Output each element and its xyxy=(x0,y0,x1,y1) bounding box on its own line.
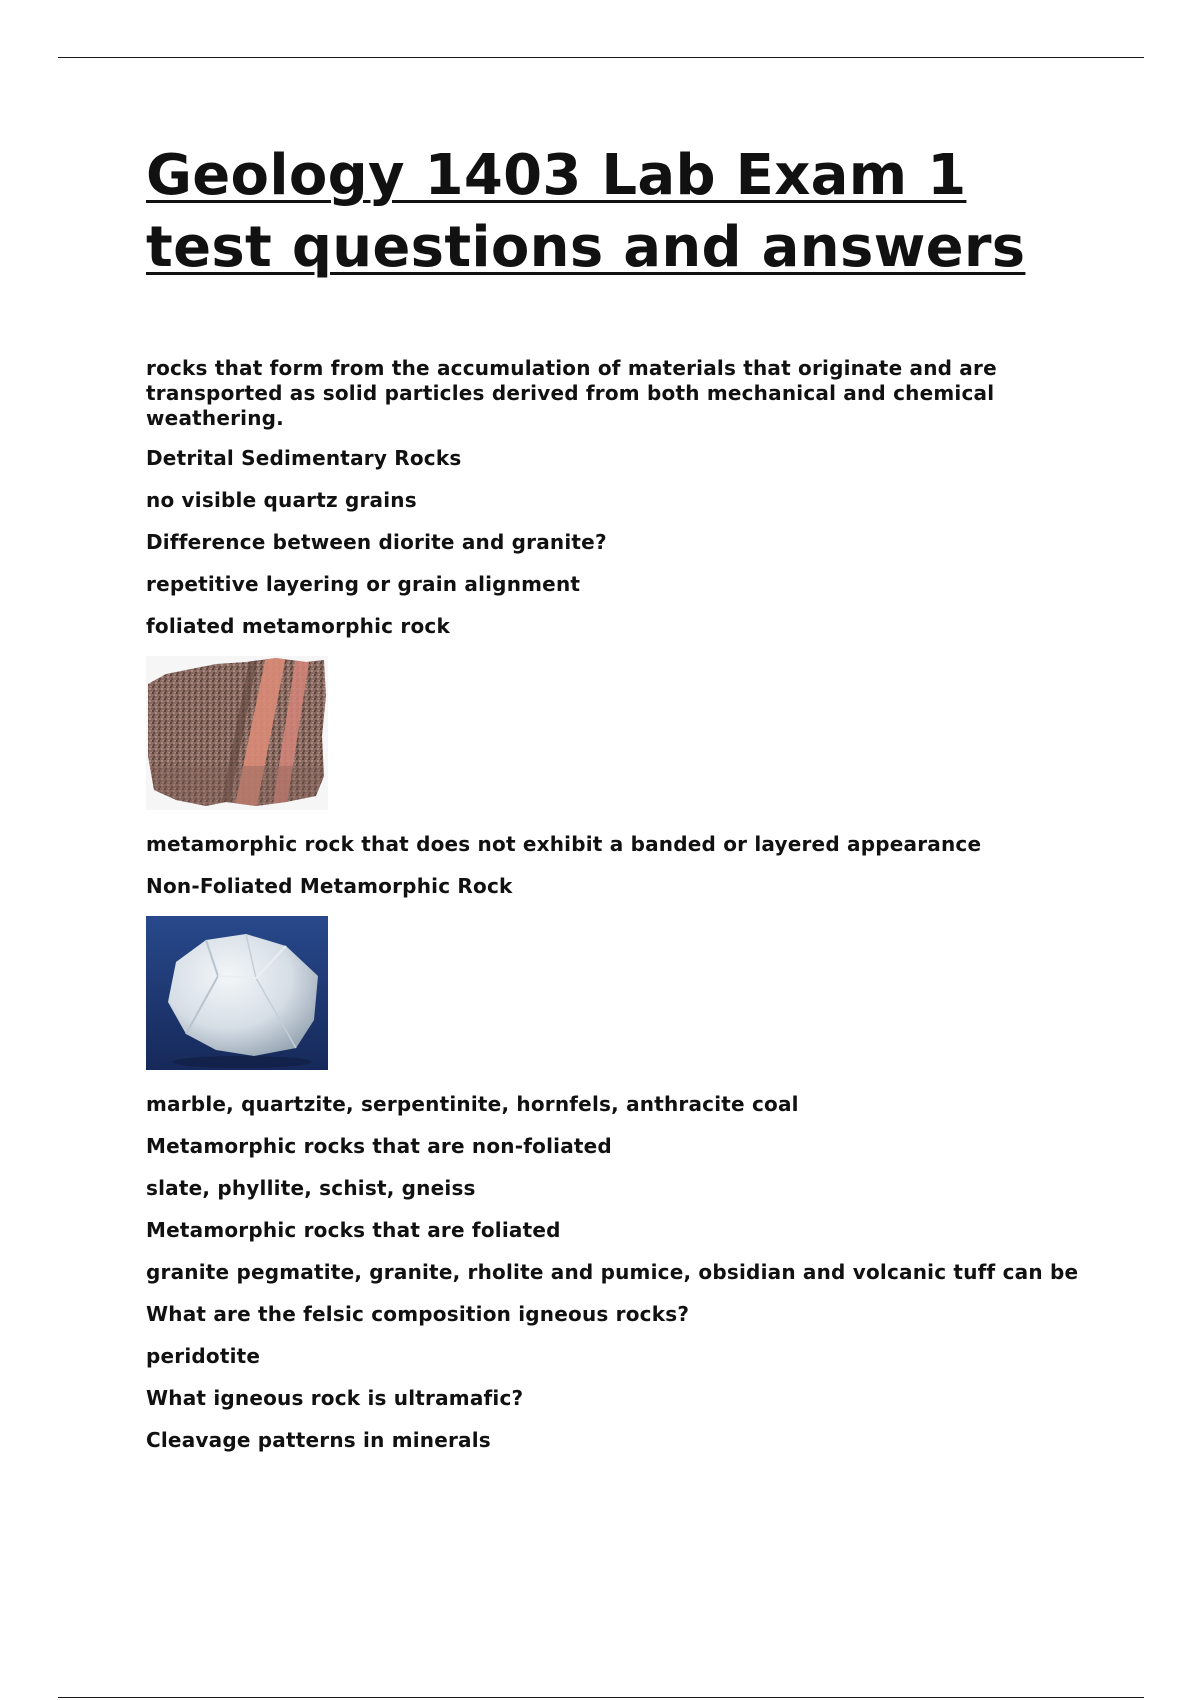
page-title xyxy=(146,140,1106,284)
qa-entry: rocks that form from the accumulation of materials that originate and are transported as solid particles derived from both mechanical and chemical weathering. xyxy=(146,356,997,430)
title-line-2: test questions and answers xyxy=(146,215,1026,280)
banded-gneiss-rock-photo xyxy=(146,656,328,810)
qa-entry: granite pegmatite, granite, rholite and pumice, obsidian and volcanic tuff can be xyxy=(146,1260,1079,1284)
non-foliated-rock-image xyxy=(146,916,328,1070)
footer-rule xyxy=(58,1697,1144,1698)
qa-entry: Detrital Sedimentary Rocks xyxy=(146,446,462,470)
title-line-1: Geology 1403 Lab Exam 1 xyxy=(146,143,967,208)
qa-entry: What are the felsic composition igneous rocks? xyxy=(146,1302,690,1326)
header-rule xyxy=(58,57,1144,58)
qa-entry: peridotite xyxy=(146,1344,261,1368)
qa-entry: marble, quartzite, serpentinite, hornfels, anthracite coal xyxy=(146,1092,799,1116)
qa-list xyxy=(146,356,1106,1453)
qa-entry: no visible quartz grains xyxy=(146,488,417,512)
qa-entry: Cleavage patterns in minerals xyxy=(146,1428,491,1452)
qa-entry: repetitive layering or grain alignment xyxy=(146,572,581,596)
document-body xyxy=(146,140,1106,1470)
qa-entry: foliated metamorphic rock xyxy=(146,614,450,638)
qa-entry: Difference between diorite and granite? xyxy=(146,530,607,554)
qa-entry: Non-Foliated Metamorphic Rock xyxy=(146,874,513,898)
qa-entry: Metamorphic rocks that are non-foliated xyxy=(146,1134,612,1158)
qa-entry: Metamorphic rocks that are foliated xyxy=(146,1218,561,1242)
qa-entry: metamorphic rock that does not exhibit a banded or layered appearance xyxy=(146,832,982,856)
qa-entry: What igneous rock is ultramafic? xyxy=(146,1386,524,1410)
qa-entry: slate, phyllite, schist, gneiss xyxy=(146,1176,476,1200)
foliated-rock-image xyxy=(146,656,328,810)
marble-rock-photo xyxy=(146,916,328,1070)
